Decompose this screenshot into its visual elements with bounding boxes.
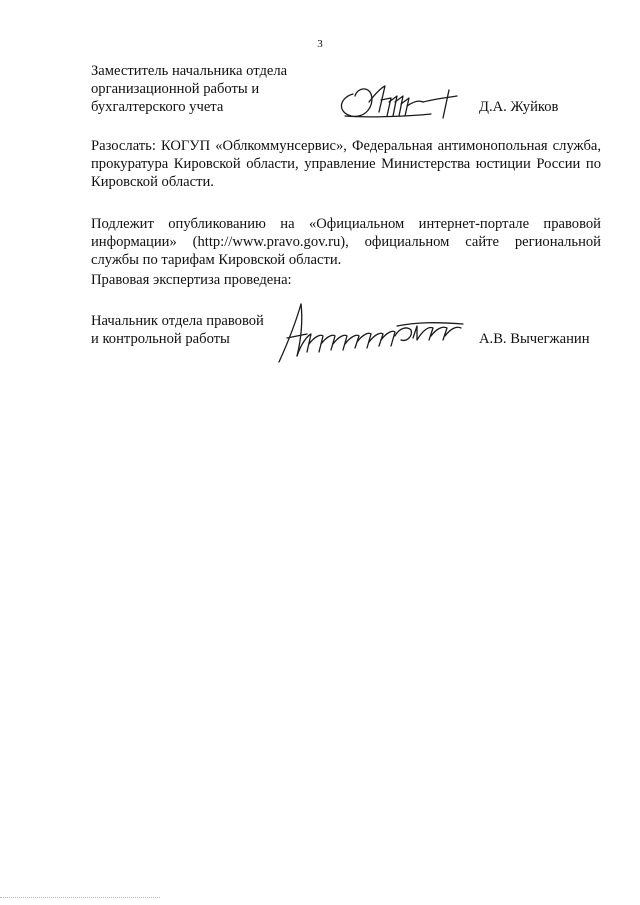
signatory-name: Д.А. Жуйков [479, 99, 559, 115]
scan-artifact-line [0, 897, 160, 898]
page-number: 3 [317, 38, 323, 50]
signatory-title-line: Заместитель начальника отдела [91, 63, 288, 79]
signatory-title [91, 62, 287, 116]
signatory-title-line: бухгалтерского учета [91, 99, 224, 115]
signatory-title-line: и контрольной работы [91, 331, 230, 347]
handwritten-signature [331, 76, 471, 124]
signature-block-legal [91, 312, 601, 372]
signatory-title-line: организационной работы и [91, 81, 260, 97]
signatory-title-line: Начальник отдела правовой [91, 313, 264, 329]
signatory-title [91, 312, 264, 348]
handwritten-signature [267, 300, 467, 370]
signatory-name: А.В. Вычегжанин [479, 331, 590, 347]
publication-paragraph: Подлежит опубликованию на «Официальном интернет-портале правовой информации» (http://www.pravo.gov.ru), официальном сайте региональной службы по тарифам Кировской области. [91, 216, 601, 268]
signature-block-deputy [91, 62, 601, 118]
legal-review-note: Правовая экспертиза проведена: [91, 272, 292, 288]
distribution-paragraph: Разослать: КОГУП «Облкоммунсервис», Федеральная антимонопольная служба, прокуратура Кировской области, управление Министерства юстиции России по Кировской области. [91, 138, 601, 190]
